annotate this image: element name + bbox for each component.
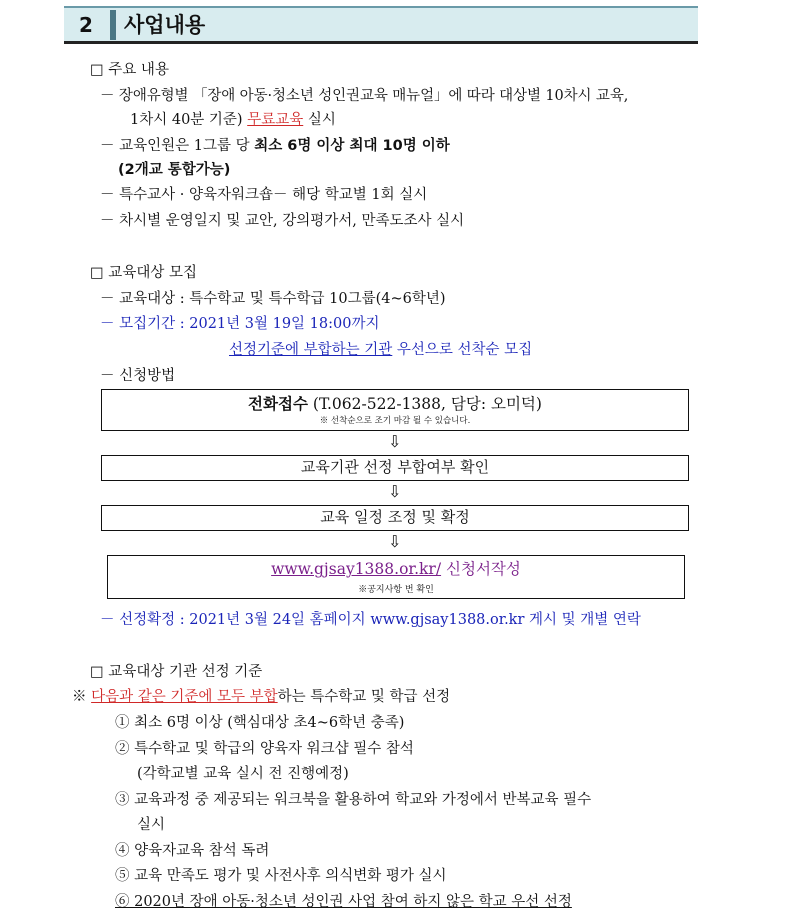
phone-application-box [101, 389, 689, 431]
criteria-item: ① 최소 6명 이상 (핵심대상 초4~6학년 충족) [115, 715, 405, 731]
s2-line3-underlined: 선정기준에 부합하는 기관 [229, 342, 393, 358]
s2-line5-pre: － 선정확정 : 2021년 3월 24일 홈페이지 [100, 612, 366, 628]
s1-line1b-pre: 1차시 40분 기준) [130, 112, 243, 128]
phone-detail: (T.062-522-1388, 담당: 오미덕) [312, 395, 542, 413]
s1-line2-bold: 최소 6명 이상 최대 10명 이하 [254, 138, 450, 154]
phone-label: 전화접수 [248, 395, 308, 413]
homepage-url[interactable]: www.gjsay1388.or.kr [370, 612, 525, 628]
down-arrow-icon: ⇩ [388, 532, 402, 551]
criteria-item: ③ 교육과정 중 제공되는 워크북을 활용하여 학교와 가정에서 반복교육 필수 [115, 792, 592, 808]
criteria-item-cont: 실시 [137, 817, 166, 833]
s1-line2-pre: － 교육인원은 1그룹 당 [100, 138, 250, 154]
s3-heading: □ 교육대상 기관 선정 기준 [90, 664, 263, 680]
s1-line1b [130, 108, 336, 129]
header-accent-bar [110, 10, 116, 40]
criteria-item-cont: (각학교별 교육 실시 전 진행예정) [137, 766, 349, 782]
s2-line4: － 신청방법 [100, 368, 176, 384]
web-application-box [107, 555, 685, 599]
schedule-confirm-box: 교육 일정 조정 및 확정 [101, 505, 689, 531]
s3-note-post: 하는 특수학교 및 학급 선정 [277, 689, 451, 705]
section-header [64, 6, 698, 44]
s1-line1a: － 장애유형별 「장애 아동·청소년 성인권교육 매뉴얼」에 따라 대상별 10차시 교육, [100, 88, 629, 104]
s2-line3 [229, 338, 532, 359]
free-education-text: 무료교육 [247, 112, 304, 128]
s3-note-red: 다음과 같은 기준에 모두 부합 [91, 689, 278, 705]
criteria-item: ④ 양육자교육 참석 독려 [115, 843, 270, 859]
s1-heading: □ 주요 내용 [90, 62, 169, 78]
web-line [108, 557, 684, 579]
s2-line5 [100, 608, 641, 629]
down-arrow-icon: ⇩ [388, 432, 402, 451]
section-title: 사업내용 [124, 13, 206, 37]
s2-line3-post: 우선으로 선착순 모집 [396, 342, 533, 358]
notice-note: ※공지사항 번 확인 [358, 585, 434, 595]
s2-heading: □ 교육대상 모집 [90, 265, 197, 281]
down-arrow-icon: ⇩ [388, 482, 402, 501]
s1-line1b-post: 실시 [307, 112, 336, 128]
s1-line2b: (2개교 통합가능) [118, 162, 231, 178]
s3-note-mark: ※ [72, 689, 87, 705]
s2-line5-post: 게시 및 개별 연락 [529, 612, 641, 628]
criteria-item: ⑤ 교육 만족도 평가 및 사전사후 의식변화 평가 실시 [115, 868, 447, 884]
phone-line [102, 392, 688, 414]
criteria-item: ② 특수학교 및 학급의 양육자 워크샵 필수 참석 [115, 741, 414, 757]
s1-line3: － 특수교사 · 양육자워크숍－ 해당 학교별 1회 실시 [100, 187, 428, 203]
s2-line2: － 모집기간 : 2021년 3월 19일 18:00까지 [100, 316, 380, 332]
website-link[interactable]: www.gjsay1388.or.kr/ [271, 560, 442, 578]
s1-line2 [100, 134, 450, 155]
s1-line4: － 차시별 운영일지 및 교안, 강의평가서, 만족도조사 실시 [100, 213, 465, 229]
selection-check-box: 교육기관 선정 부합여부 확인 [101, 455, 689, 481]
application-form-text: 신청서작성 [446, 560, 521, 578]
phone-note: ※ 선착순으로 조기 마감 될 수 있습니다. [319, 416, 471, 426]
section-number: 2 [64, 8, 108, 41]
s3-note [72, 685, 450, 706]
criteria-item: ⑥ 2020년 장애 아동·청소년 성인권 사업 참여 하지 않은 학교 우선 선정 [115, 894, 572, 910]
s2-line1: － 교육대상 : 특수학교 및 특수학급 10그룹(4~6학년) [100, 291, 446, 307]
